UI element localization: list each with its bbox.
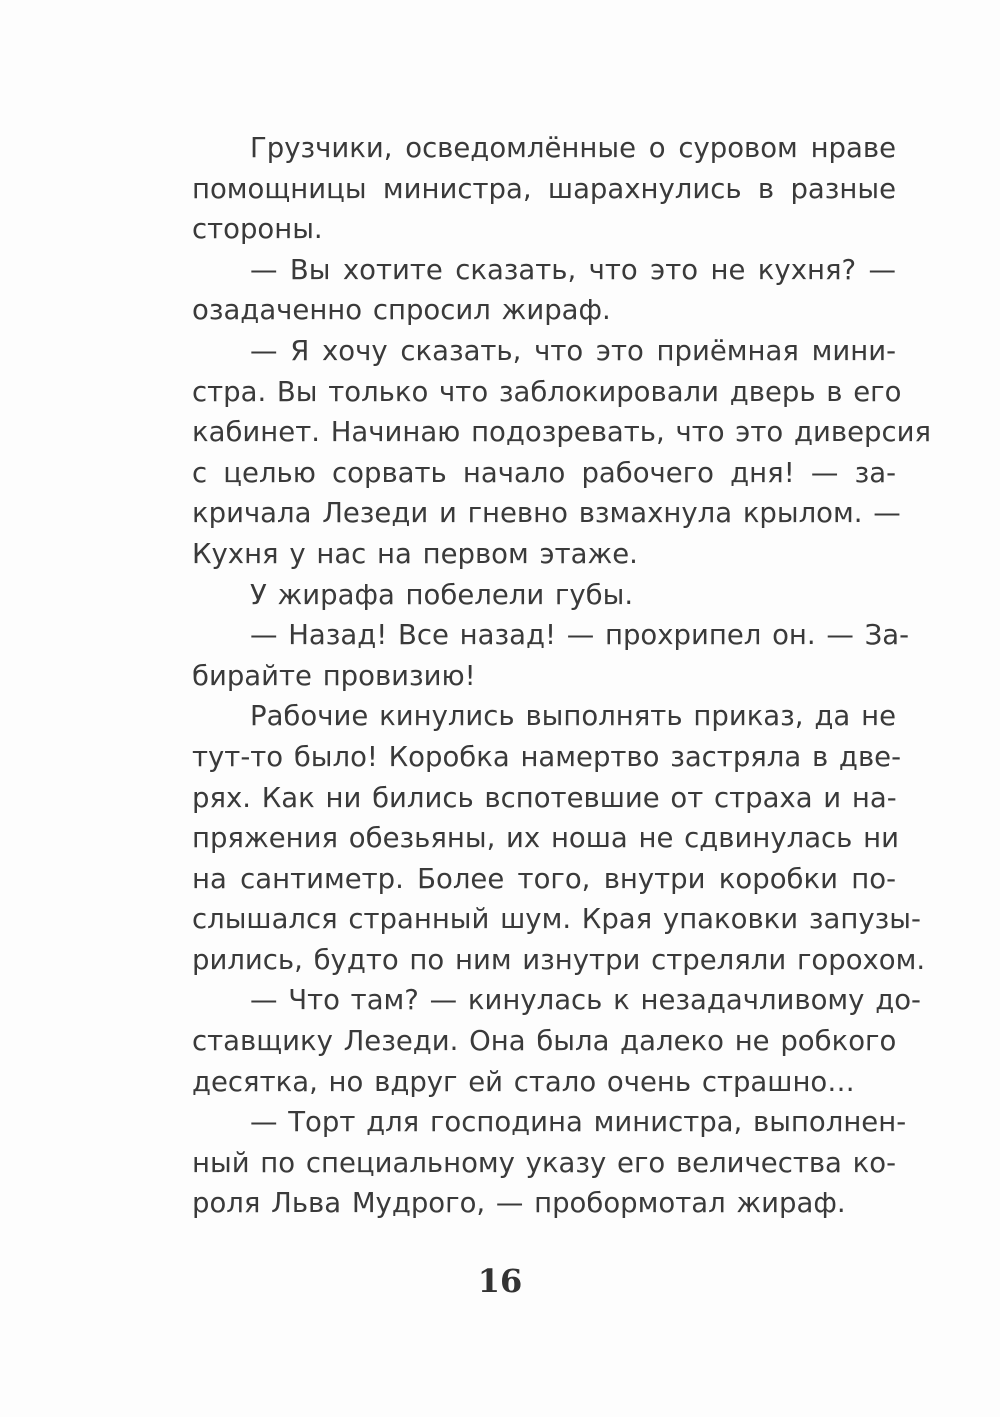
text-line: кабинет. Начинаю подозревать, что это диверсия (192, 416, 931, 449)
text-line: Грузчики, осведомлённые о суровом нраве (250, 132, 896, 164)
text-line: с целью сорвать начало рабочего дня! — за- (192, 456, 896, 489)
text-line: озадаченно спросил жираф. (192, 294, 611, 327)
text-line: десятка, но вдруг ей стало очень страшно… (192, 1065, 855, 1098)
body-text (192, 128, 931, 1224)
text-line: Кухня у нас на первом этаже. (192, 537, 638, 570)
text-line: помощницы министра, шарахнулись в разные (192, 172, 896, 205)
text-line: Рабочие кинулись выполнять приказ, да не (250, 700, 896, 733)
text-line: слышался странный шум. Края упаковки запузы- (192, 903, 921, 936)
text-line: стра. Вы только что заблокировали дверь в его (192, 375, 902, 408)
page-number: 16 (477, 1262, 523, 1300)
text-line: тут-то было! Коробка намертво застряла в две- (192, 740, 901, 773)
text-line: — Что там? — кинулась к незадачливому до- (250, 984, 921, 1017)
text-line: У жирафа побелели губы. (250, 578, 634, 611)
text-line: — Торт для господина министра, выполнен- (250, 1106, 907, 1139)
text-line: ный по специальному указу его величества ко- (192, 1146, 897, 1179)
text-line: — Я хочу сказать, что это приёмная мини- (250, 334, 896, 367)
text-line: рились, будто по ним изнутри стреляли горохом. (192, 943, 926, 976)
text-line: пряжения обезьяны, их ноша не сдвинулась ни (192, 822, 899, 855)
text-line: кричала Лезеди и гневно взмахнула крылом. — (192, 497, 901, 530)
text-line: — Вы хотите сказать, что это не кухня? — (250, 253, 896, 286)
text-line: стороны. (192, 213, 323, 246)
text-line: рях. Как ни бились вспотевшие от страха и на- (192, 781, 897, 814)
text-line: ставщику Лезеди. Она была далеко не робкого (192, 1025, 897, 1058)
text-line: роля Льва Мудрого, — пробормотал жираф. (192, 1187, 846, 1220)
text-line: — Назад! Все назад! — прохрипел он. — За- (250, 619, 910, 652)
text-line: бирайте провизию! (192, 659, 476, 692)
text-line: на сантиметр. Более того, внутри коробки по- (192, 862, 896, 895)
